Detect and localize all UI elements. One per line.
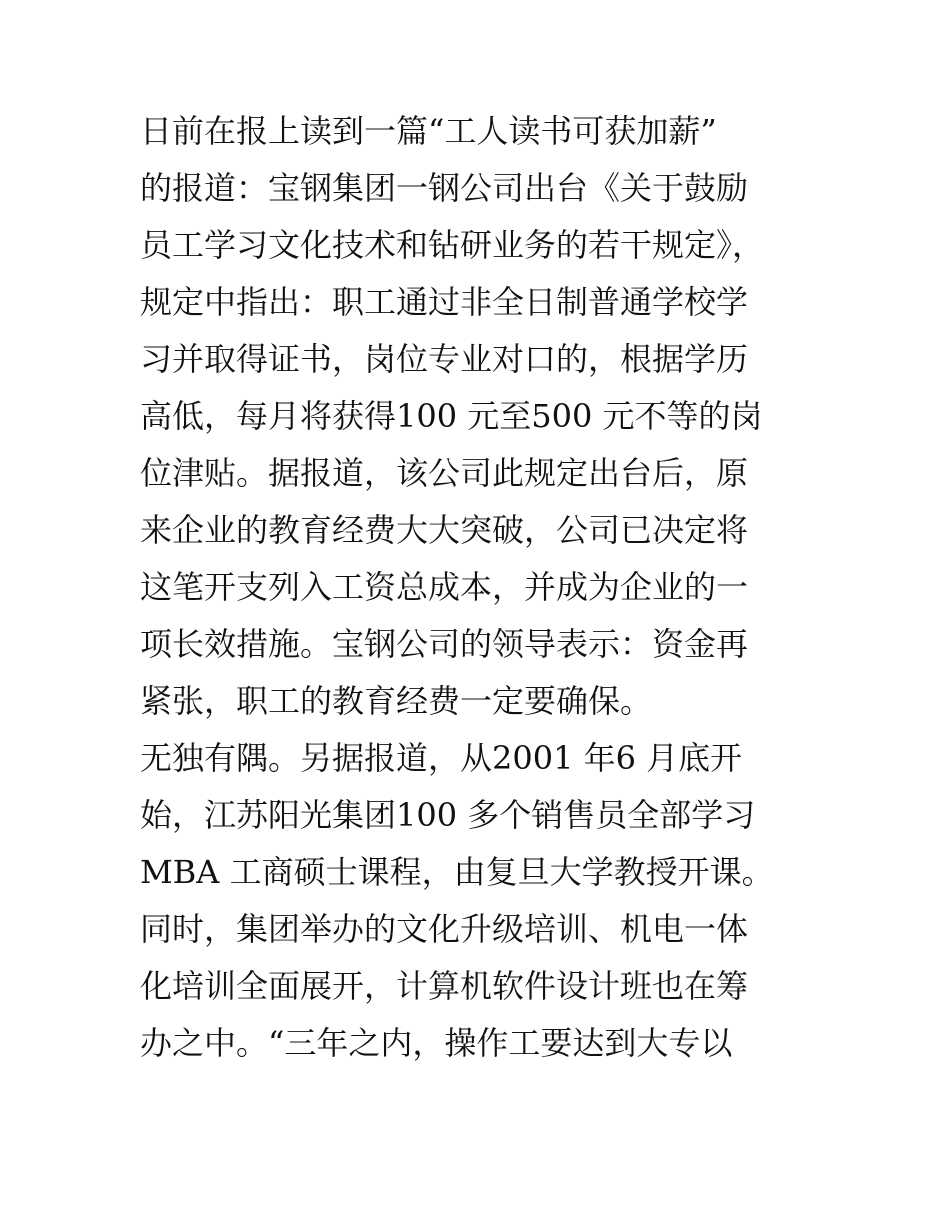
- text-line: 的报道：宝钢集团一钢公司出台《关于鼓励: [140, 169, 749, 207]
- text-line: 这笔开支列入工资总成本，并成为企业的一: [140, 568, 749, 606]
- text-line: 化培训全面展开，计算机软件设计班也在筹: [140, 967, 749, 1005]
- text-line: MBA 工商硕士课程，由复旦大学教授开课。: [140, 853, 774, 891]
- text-line: 项长效措施。宝钢公司的领导表示：资金再: [140, 625, 749, 663]
- text-line: 同时，集团举办的文化升级培训、机电一体: [140, 910, 749, 948]
- text-line: 高低，每月将获得100 元至500 元不等的岗: [140, 397, 763, 435]
- paragraph-2: [140, 730, 820, 1072]
- text-line: 始，江苏阳光集团100 多个销售员全部学习: [140, 796, 756, 834]
- text-line: 规定中指出：职工通过非全日制普通学校学: [140, 283, 749, 321]
- text-line: 日前在报上读到一篇“工人读书可获加薪”: [140, 112, 717, 150]
- text-line: 位津贴。据报道，该公司此规定出台后，原: [140, 454, 749, 492]
- text-line: 来企业的教育经费大大突破，公司已决定将: [140, 511, 749, 549]
- text-line: 办之中。“三年之内，操作工要达到大专以: [140, 1024, 733, 1062]
- text-line: 无独有隅。另据报道，从2001 年6 月底开: [140, 739, 743, 777]
- paragraph-1: [140, 103, 820, 730]
- text-line: 紧张，职工的教育经费一定要确保。: [140, 682, 653, 720]
- text-line: 员工学习文化技术和钻研业务的若干规定》，: [140, 226, 765, 264]
- article-body: [140, 103, 820, 1072]
- text-line: 习并取得证书，岗位专业对口的，根据学历: [140, 340, 749, 378]
